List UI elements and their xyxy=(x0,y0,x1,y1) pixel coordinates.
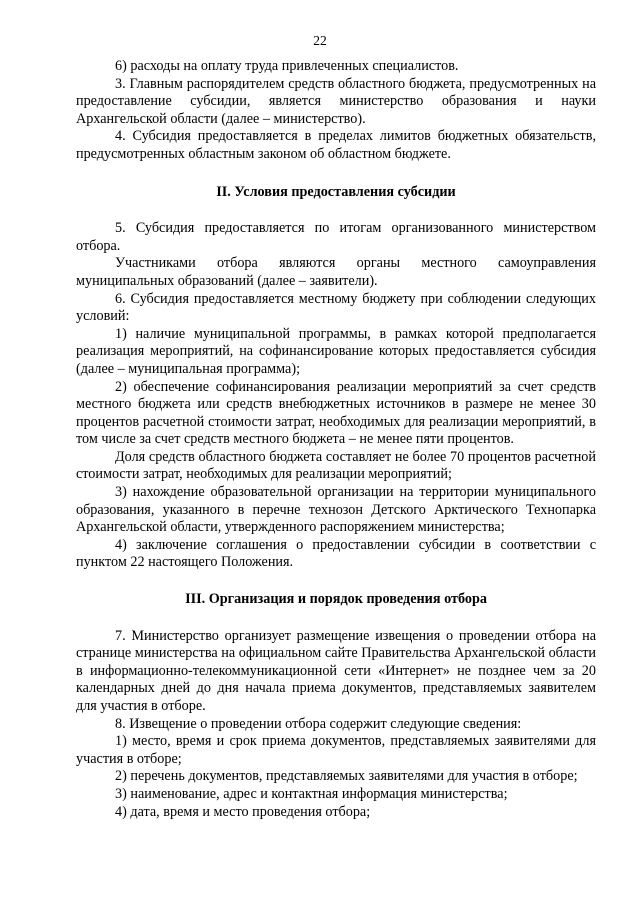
paragraph: 4) дата, время и место проведения отбора; xyxy=(115,803,371,820)
section-heading: II. Условия предоставления субсидии xyxy=(216,183,456,200)
section-3 xyxy=(76,628,596,822)
section-heading: III. Организация и порядок проведения отбора xyxy=(185,591,487,608)
paragraph: 5. Субсидия предоставляется по итогам организованного министерством отбора. xyxy=(76,220,596,254)
page-number: 22 xyxy=(313,33,327,48)
section-2 xyxy=(76,220,596,572)
paragraph: 2) перечень документов, представляемых заявителями для участия в отборе; xyxy=(115,768,578,785)
paragraph: 1) наличие муниципальной программы, в рамках которой предполагается реализация мероприятий, на софинансирование которых предоставляется субсидия (далее – муниципальная программа); xyxy=(76,325,596,377)
paragraph: 8. Извещение о проведении отбора содержит следующие сведения: xyxy=(115,715,522,732)
document-body xyxy=(76,58,596,821)
paragraph: 3) нахождение образовательной организации на территории муниципального образования, указанного в перечне технозон Детского Арктического Технопарка Архангельской области, утвержденного распоряжением министерства; xyxy=(76,484,596,536)
paragraph: 6) расходы на оплату труда привлеченных специалистов. xyxy=(115,58,459,74)
paragraph: 1) место, время и срок приема документов, представляемых заявителями для участия в отборе; xyxy=(76,733,596,767)
paragraph: 4. Субсидия предоставляется в пределах лимитов бюджетных обязательств, предусмотренных областным законом об областном бюджете. xyxy=(76,128,596,162)
paragraph: 6. Субсидия предоставляется местному бюджету при соблюдении следующих условий: xyxy=(76,290,596,325)
paragraph: 3) наименование, адрес и контактная информация министерства; xyxy=(115,785,508,802)
paragraph: 2) обеспечение софинансирования реализации мероприятий за счет средств местного бюджета или средств внебюджетных источников в размере не менее 30 процентов расчетной стоимости затрат, необходимых для реализации мероприятий, в том числе за счет средств местного бюджета – не менее пяти процентов. xyxy=(76,378,596,448)
paragraph: 4) заключение соглашения о предоставлении субсидии в соответствии с пунктом 22 настоящего Положения. xyxy=(76,536,596,571)
paragraph: Доля средств областного бюджета составляет не более 70 процентов расчетной стоимости затрат, необходимых для реализации мероприятий; xyxy=(76,448,596,483)
paragraph: Участниками отбора являются органы местного самоуправления муниципальных образований (далее – заявители). xyxy=(76,255,596,289)
section-1-tail xyxy=(76,58,596,164)
paragraph: 7. Министерство организует размещение извещения о проведении отбора на странице министерства на официальном сайте Правительства Архангельской области в информационно-телекоммуникационной сети «Интернет» не позднее чем за 20 календарных дней до дня начала приема документов, представляемых заявителем для участия в отборе. xyxy=(76,627,596,714)
paragraph: 3. Главным распорядителем средств областного бюджета, предусмотренных на предоставление субсидии, является министерство образования и науки Архангельской области (далее – министерство). xyxy=(76,75,596,127)
